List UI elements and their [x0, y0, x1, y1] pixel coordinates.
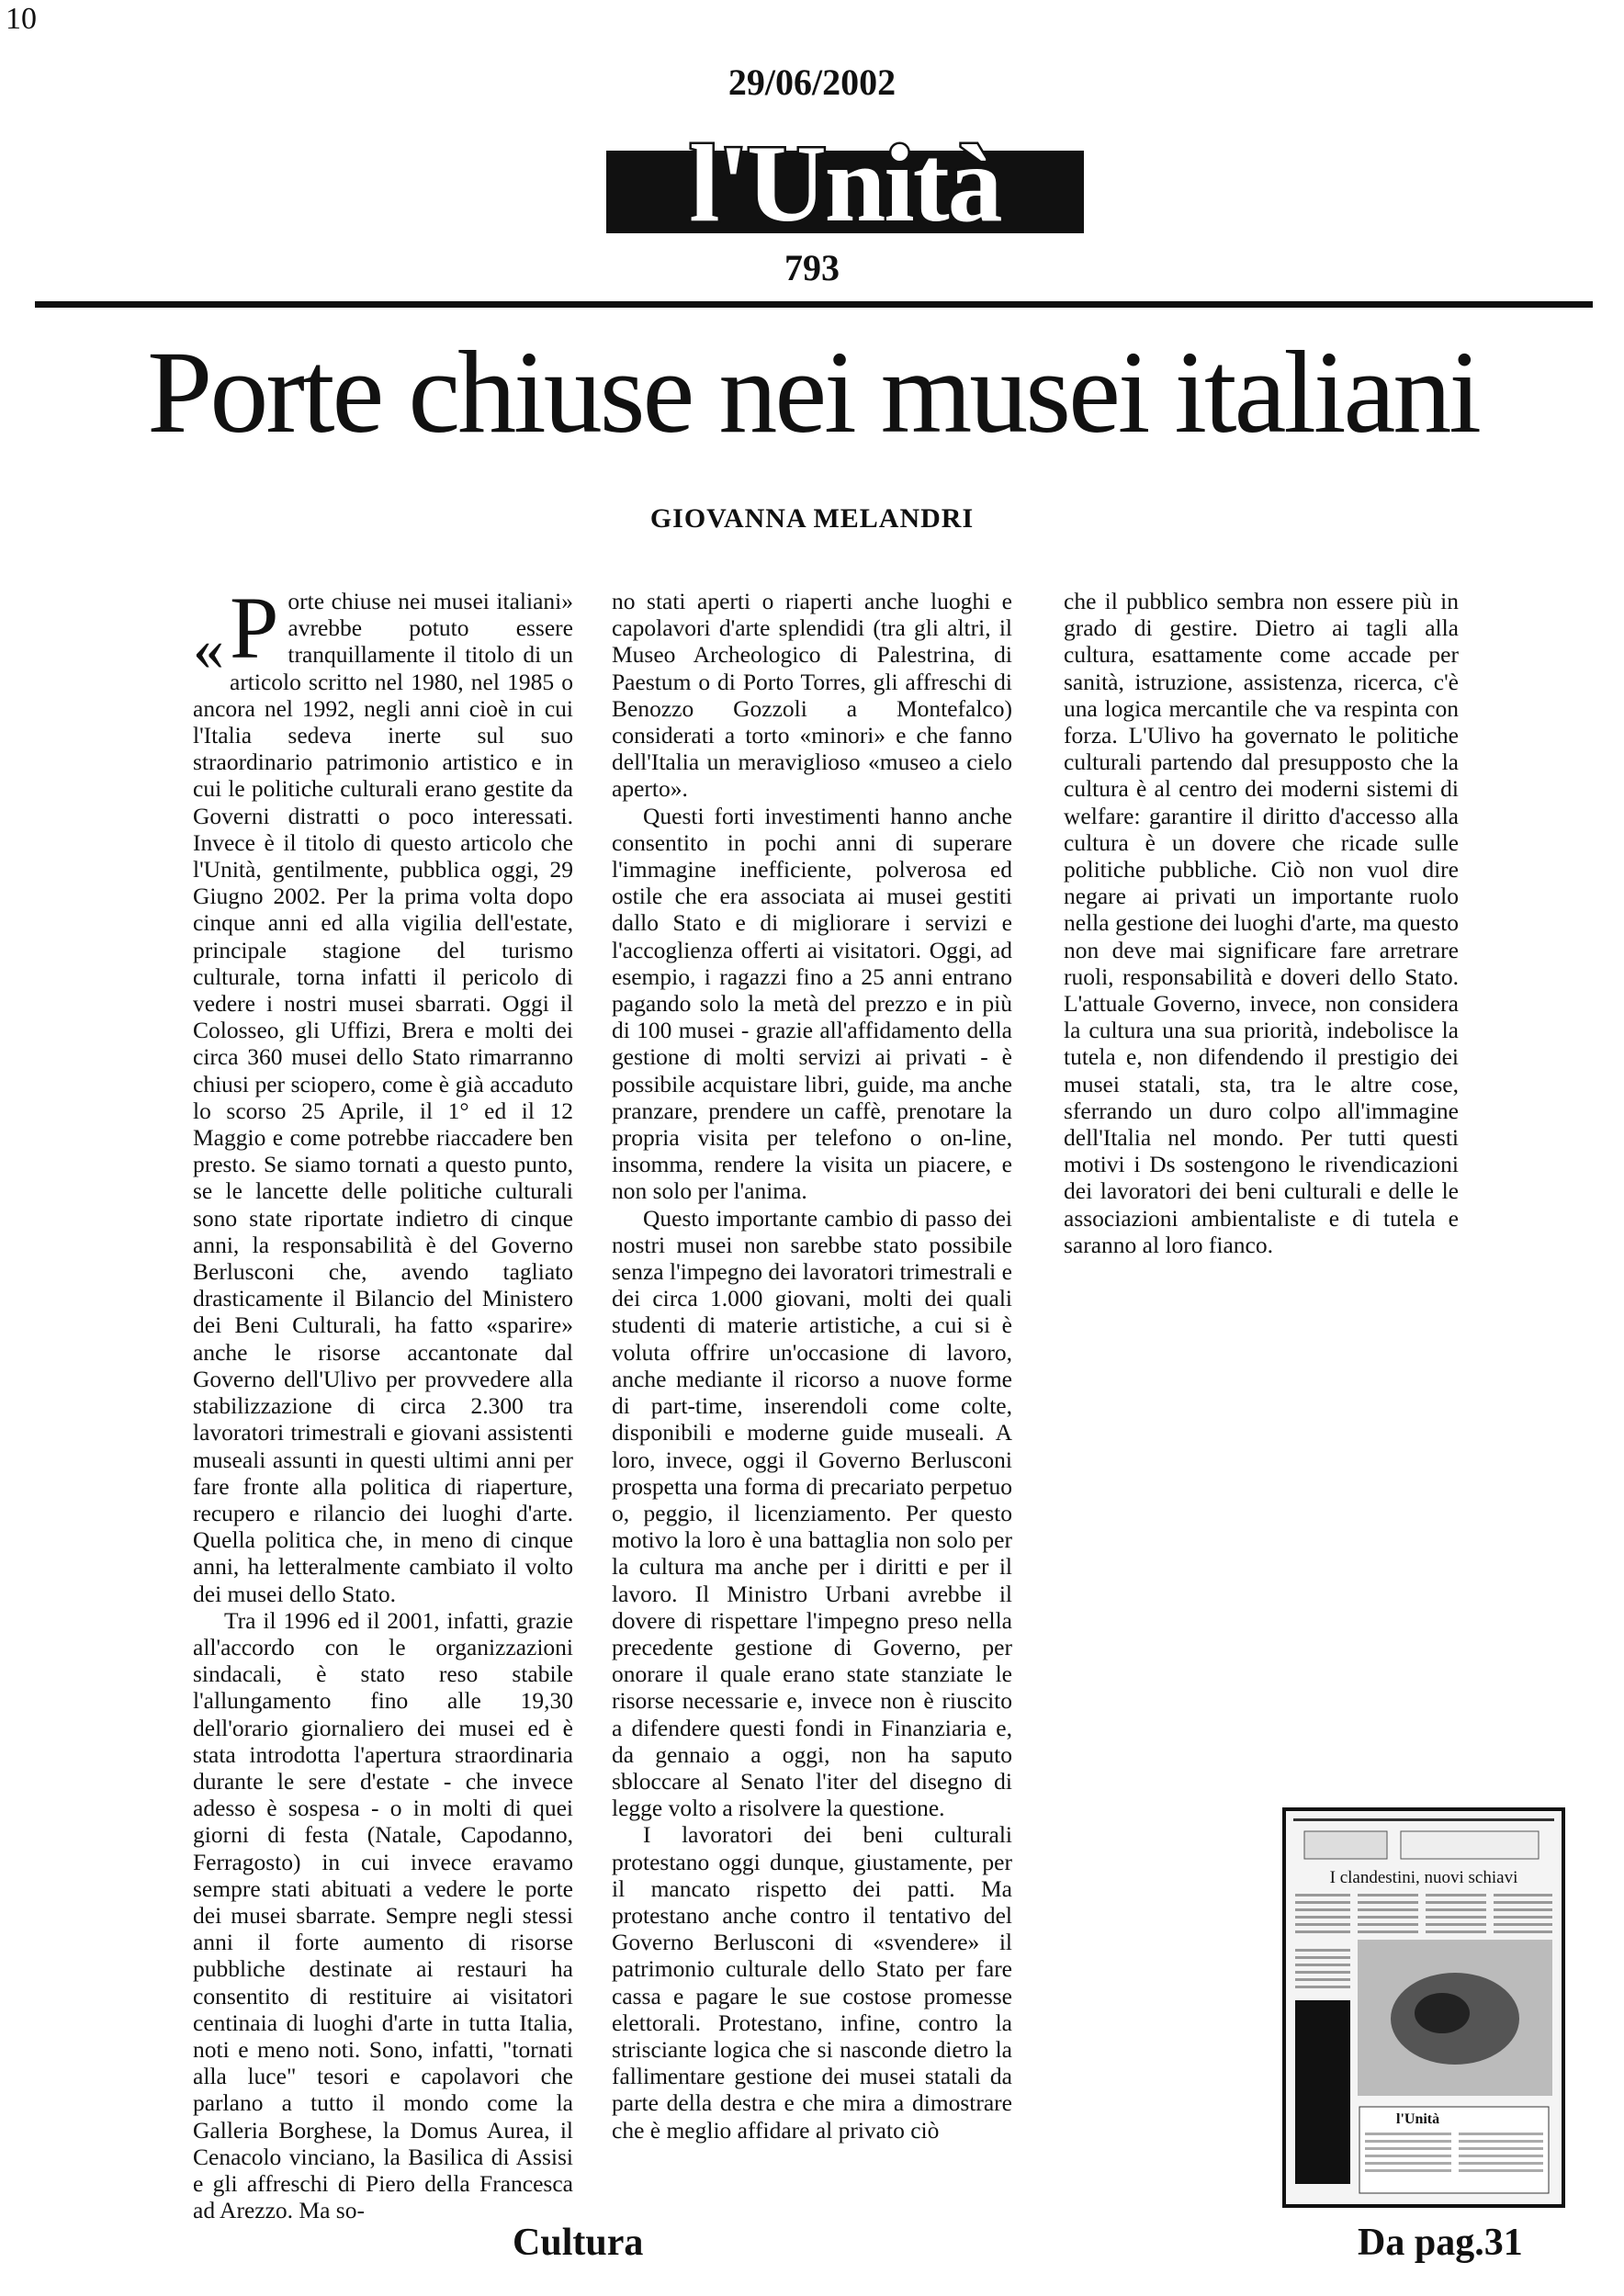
article-paragraph: Questo importante cambio di passo dei nostri musei non sarebbe stato possibile senza l'impegno dei lavoratori trimestrali e dei circa 1.000 giovani, molti dei quali studenti di materie artistiche, a cui si è voluta offrire un'occasione di lavoro, anche mediante il ricorso a nuove forme di part-time, inserendoli come colte, disponibili e moderne guide museali. A loro, invece, oggi il Governo Berlusconi prospetta una forma di precariato perpetuo o, peggio, il licenziamento. Per questo motivo la loro è una battaglia non solo per la cultura ma anche per i diritti e per il lavoro. Il Ministro Urbani avrebbe il dovere di rispettare l'impegno preso nella precedente gestione di Governo, per onorare il quale erano state stanziate le risorse necessarie e, invece non è riuscito a difendere questi fondi in Finanziaria e, da gennaio a oggi, non ha saputo sbloccare al Senato l'iter del disegno di legge volto a risolvere la questione. [612, 1204, 1012, 1822]
newspaper-masthead-logo [606, 99, 1084, 244]
article-paragraph: che il pubblico sembra non essere più in grado di gestire. Dietro ai tagli alla cultura, esattamente come accade per sanità, istruzione, assistenza, ricerca, c'è una logica mercantile che va respinta con forza. L'Ulivo ha governato le politiche culturali partendo dal presupposto che la cultura è al centro dei moderni sistemi di welfare: garantire il diritto d'accesso alla cultura è un dovere che ricade sulle politiche pubbliche. Ciò non vuol dire negare ai privati un importante ruolo nella gestione dei luoghi d'arte, ma questo non deve mai significare fare arretrare ruoli, responsabilità e doveri dello Stato. L'attuale Governo, invece, non considera la cultura una sua priorità, indebolisce la tutela e, non difendendo il prestigio dei musei statali, sta, tra le altre cose, sferrando un duro colpo all'immagine dell'Italia nel mondo. Per tutti questi motivi i Ds sostengono le rivendicazioni dei lavoratori dei beni culturali e delle le associazioni ambientaliste e di tutela e saranno al loro fianco. [1064, 588, 1459, 1258]
thumbnail-page-icon [1286, 1811, 1562, 2204]
masthead-text: l'Unità [689, 122, 1001, 244]
article-paragraph: no stati aperti o riaperti anche luoghi e capolavori d'arte splendidi (tra gli altri, il Museo Archeologico di Palestrina, di Paestum o di Porto Torres, gli affreschi di Benozzo Gozzoli a Montefalco) considerati a torto «minori» e che fanno dell'Italia un meraviglioso «museo a cielo aperto». [612, 588, 1012, 803]
opening-quote-mark: « [193, 613, 224, 683]
article-paragraph: I lavoratori dei beni culturali protestano oggi dunque, giustamente, per il mancato rispetto dei patti. Ma protestano anche contro il tentativo del Governo Berlusconi di «svendere» il patrimonio culturale dello Stato per fare cassa e pagare le sue costose promesse elettorali. Protestano, infine, contro la strisciante logica che si nasconde dietro la fallimentare gestione dei musei statali da parte della destra e che mira a dimostrare che è meglio affidare al privato ciò [612, 1821, 1012, 2144]
article-paragraph: Questi forti investimenti hanno anche consentito in pochi anni di superare l'immagine inefficiente, polverosa ed ostile che era associata ai musei gestiti dallo Stato e di migliorare i servizi e l'accoglienza offerti ai visitatori. Oggi, ad esempio, i ragazzi fino a 25 anni entrano pagando solo la metà del prezzo e in più di 100 musei - grazie all'affidamento della gestione di molti servizi ai privati - è possibile acquistare libri, guide, ma anche pranzare, prendere un caffè, prenotare la propria visita per telefono o on-line, insomma, rendere la visita un piacere, e non solo per l'anima. [612, 802, 1012, 1205]
article-column-1 [193, 579, 573, 2224]
header-rule [35, 301, 1593, 308]
drop-cap: P [230, 579, 279, 677]
article-column-3 [1064, 588, 1459, 1286]
thumbnail-masthead: l'Unità [1396, 2111, 1440, 2127]
thumbnail-headline: I clandestini, nuovi schiavi [1329, 1868, 1518, 1887]
article-column-2 [612, 588, 1012, 2167]
article-headline: Porte chiuse nei musei italiani [147, 327, 1479, 457]
section-label: Cultura [513, 2222, 644, 2264]
page-number: 10 [6, 2, 37, 36]
source-page-reference: Da pag.31 [1358, 2222, 1523, 2264]
article-paragraph: Tra il 1996 ed il 2001, infatti, grazie all'accordo con le organizzazioni sindacali, è stato reso stabile l'allungamento fino alle 19,30 dell'orario giornaliero dei musei ed è stata introdotta l'apertura straordinaria durante le sere d'estate - che invece adesso è sospesa - o in molti di quei giorni di festa (Natale, Capodanno, Ferragosto) in cui invece eravamo sempre stati abituati a vedere le porte dei musei sbarrate. Sempre negli stessi anni il forte aumento di risorse pubbliche destinate ai restauri ha consentito di restituire ai visitatori centinaia di luoghi d'arte in tutta Italia, noti e meno noti. Sono, infatti, "tornati alla luce" tesori e capolavori che parlano a tutto il mondo come la Galleria Borghese, la Domus Aurea, il Cenacolo vinciano, la Basilica di Assisi e gli affreschi di Piero della Francesca ad Arezzo. Ma so- [193, 1606, 573, 2224]
paragraph-text: orte chiuse nei musei italiani» avrebbe potuto essere tranquillamente il titolo di un articolo scritto nel 1980, nel 1985 o ancora nel 1992, negli anni cioè in cui l'Italia sedeva inerte sul suo straordinario patrimonio artistico e in cui le politiche culturali erano gestite da Governi distratti o poco interessati. Invece è il titolo di questo articolo che l'Unità, gentilmente, pubblica oggi, 29 Giugno 2002. Per la prima volta dopo cinque anni ed alla vigilia dell'estate, principale stagione del turismo culturale, torna infatti il pericolo di vedere i nostri musei sbarrati. Oggi il Colosseo, gli Uffizi, Brera e molti dei circa 360 musei dello Stato rimarranno chiusi per sciopero, come è già accaduto lo scorso 25 Aprile, il 1° ed il 12 Maggio e come potrebbe riaccadere ben presto. Se siamo tornati a questo punto, se le lancette delle politiche culturali sono state riportate indietro di cinque anni, la responsabilità è del Governo Berlusconi che, avendo tagliato drasticamente il Bilancio del Ministero dei Beni Culturali, ha fatto «sparire» anche le risorse accantonate dal Governo dell'Ulivo per provvedere alla stabilizzazione di circa 2.300 tra lavoratori trimestrali e giovani assistenti museali assunti in questi ultimi anni per fare fronte alla politica di riaperture, recupero e rilancio dei luoghi d'arte. Quella politica che, in meno di cinque anni, ha letteralmente cambiato il volto dei musei dello Stato. [193, 588, 573, 1607]
article-paragraph [193, 579, 573, 1607]
source-page-thumbnail [1282, 1807, 1565, 2208]
publication-date: 29/06/2002 [727, 62, 897, 103]
issue-number: 793 [784, 247, 840, 288]
article-byline: GIOVANNA MELANDRI [649, 503, 975, 534]
